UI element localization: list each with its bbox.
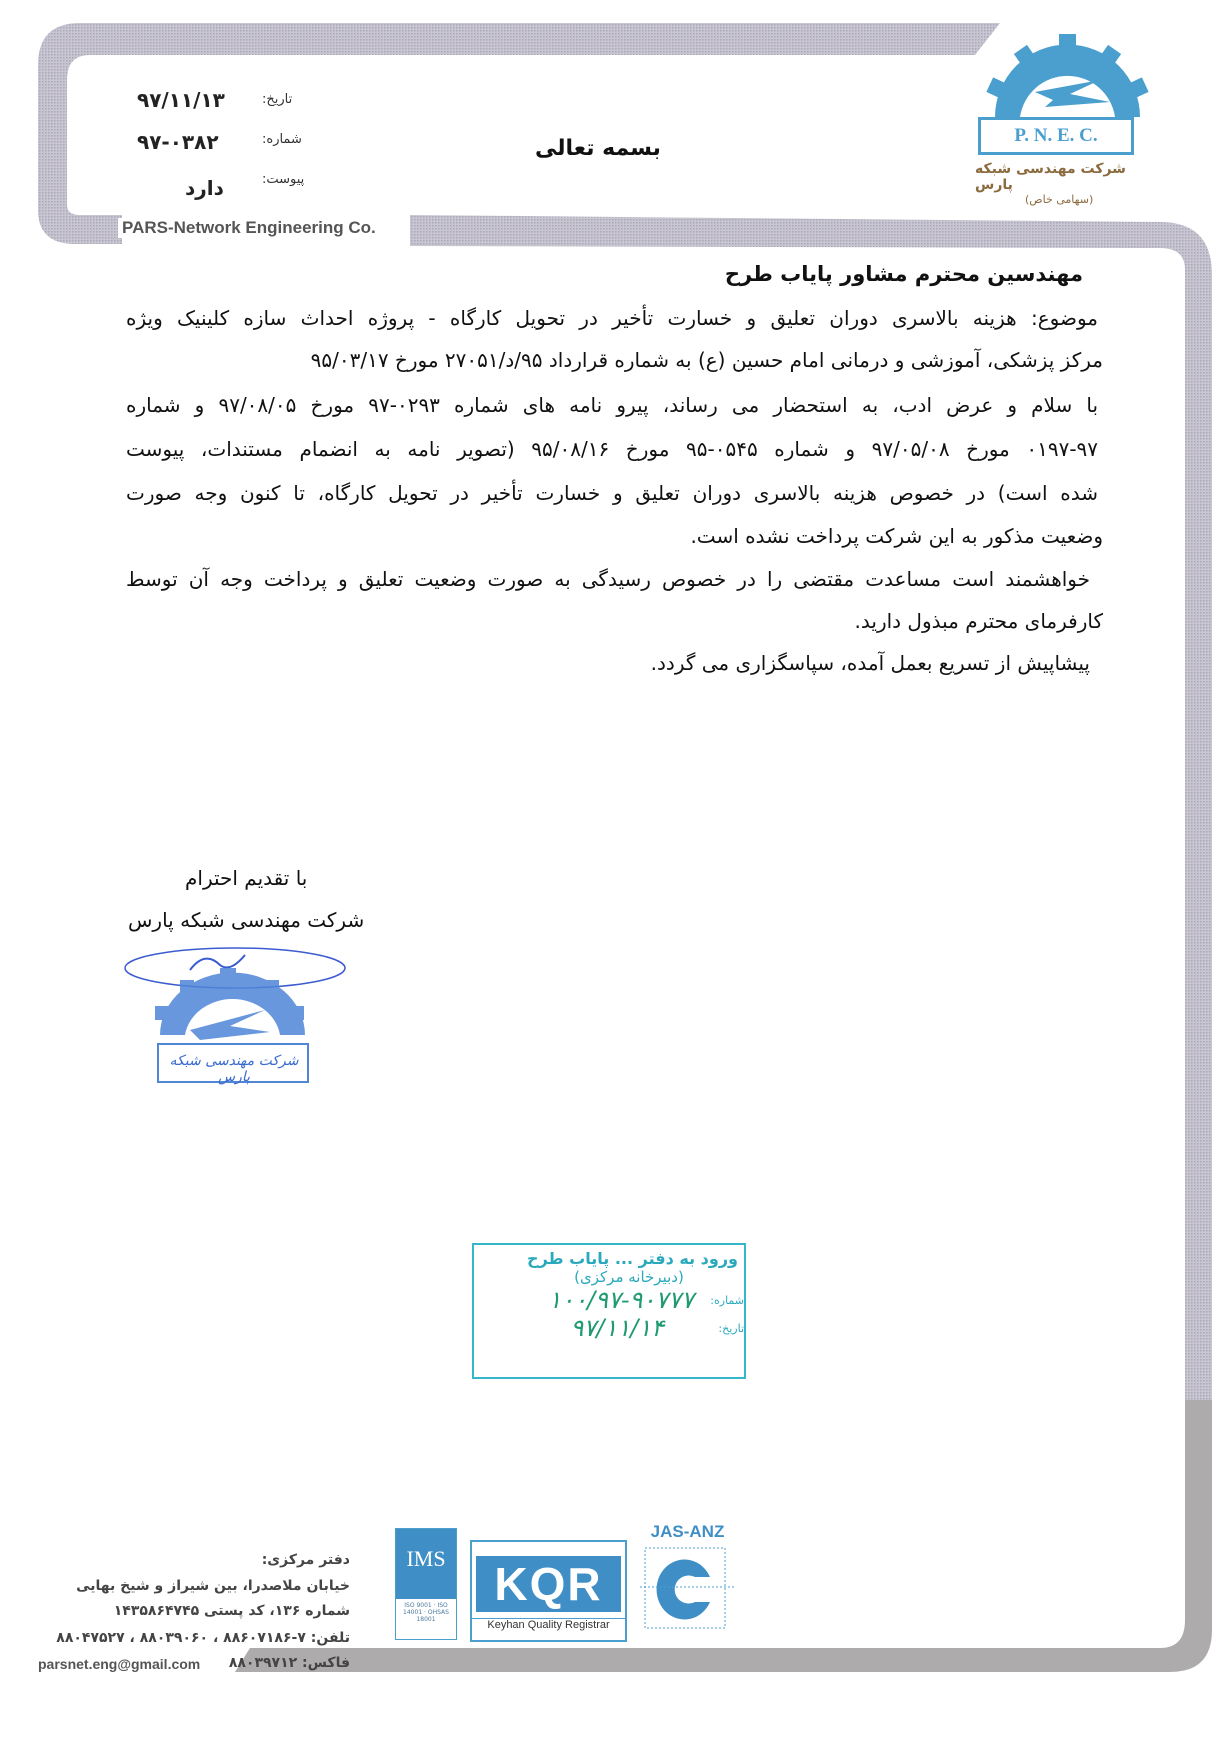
- stamp-subtitle: (دبیرخانه مرکزی): [574, 1268, 684, 1286]
- ims-standards: ISO 9001 · ISO 14001 · OHSAS 18001: [403, 1602, 449, 1623]
- number-value: ۹۷-۰۳۸۲: [137, 130, 219, 154]
- body-line: ۰۱۹۷-۹۷ مورخ ۹۷/۰۵/۰۸ و شماره ۰۵۴۵-۹۵ مورخ ۹۵/۰۸/۱۶ (تصویر نامه به انضمام مستندات، پیوست: [126, 437, 1099, 461]
- kqr-cert-logo: [470, 1540, 627, 1642]
- date-label: تاریخ:: [262, 92, 293, 107]
- gear-lightning-icon: [975, 32, 1160, 117]
- body-line: پیشاپیش از تسریع بعمل آمده، سپاسگزاری می گردد.: [650, 651, 1090, 675]
- company-logo: [975, 32, 1160, 206]
- seal-text: شرکت مهندسی شبکه پارس: [169, 1053, 299, 1085]
- logo-acronym: P. N. E. C.: [978, 117, 1134, 155]
- company-seal: [120, 940, 350, 1090]
- signatory: شرکت مهندسی شبکه پارس: [128, 908, 365, 932]
- closing: با تقدیم احترام: [185, 866, 308, 890]
- kqr-label: KQR: [476, 1556, 621, 1612]
- phone-numbers: تلفن: ۷-۸۸۶۰۷۱۸۶ ، ۸۸۰۳۹۰۶۰ ، ۸۸۰۴۷۵۲۷: [56, 1630, 350, 1646]
- receipt-stamp: [472, 1243, 746, 1379]
- stamp-date-value: ۹۷/۱۱/۱۴: [570, 1314, 664, 1342]
- stamp-title: ورود به دفتر ... پایاب طرح: [527, 1249, 738, 1268]
- body-line: کارفرمای محترم مبذول دارید.: [854, 609, 1103, 633]
- date-value: ۹۷/۱۱/۱۳: [137, 88, 225, 112]
- number-label: شماره:: [262, 132, 302, 147]
- stamp-number-value: ۱۰۰/۹۷-۹۰۷۷۷: [548, 1286, 694, 1314]
- body-line: مرکز پزشکی، آموزشی و درمانی امام حسین (ع) به شماره قرارداد ۹۵/د/۲۷۰۵۱ مورخ ۹۵/۰۳/۱۷: [310, 348, 1103, 372]
- attachment-label: پیوست:: [262, 172, 305, 187]
- jas-anz-label: JAS-ANZ: [650, 1522, 725, 1541]
- ims-cert-logo: [395, 1528, 457, 1640]
- fax-number: فاکس: ۸۸۰۳۹۷۱۲: [228, 1655, 350, 1671]
- logo-company-fa: شرکت مهندسی شبکه پارس: [975, 161, 1126, 193]
- office-label: دفتر مرکزی:: [261, 1552, 350, 1568]
- stamp-date-label: تاریخ:: [718, 1321, 744, 1335]
- address-line: شماره ۱۳۶، کد پستی ۱۴۳۵۸۶۴۷۴۵: [113, 1603, 350, 1619]
- company-name-en: PARS-Network Engineering Co.: [118, 218, 380, 238]
- body-line: خواهشمند است مساعدت مقتضی را در خصوص رسیدگی به صورت وضعیت تعلیق و پرداخت وجه آن توسط: [126, 567, 1090, 591]
- kqr-name: Keyhan Quality Registrar: [472, 1618, 625, 1631]
- invocation: بسمه تعالی: [535, 136, 661, 161]
- body-line: شده است) در خصوص هزینه بالاسری دوران تعلیق و خسارت تأخیر در تحویل کارگاه، تا کنون وجه صورت: [126, 481, 1098, 505]
- stamp-number-label: شماره:: [710, 1293, 744, 1307]
- jas-anz-c-icon: [640, 1542, 735, 1632]
- address-line: خیابان ملاصدرا، بین شیراز و شیخ بهایی: [76, 1578, 350, 1594]
- ims-label: IMS: [396, 1529, 456, 1599]
- email-link[interactable]: parsnet.eng@gmail.com: [38, 1656, 201, 1672]
- subject-line: موضوع: هزینه بالاسری دوران تعلیق و خسارت تأخیر در تحویل کارگاه - پروژه احداث سازه کلینیک ویژه: [126, 306, 1098, 330]
- recipient-heading: مهندسین محترم مشاور پایاب طرح: [724, 262, 1083, 286]
- body-line: با سلام و عرض ادب، به استحضار می رساند، پیرو نامه های شماره ۰۲۹۳-۹۷ مورخ ۹۷/۰۸/۰۵ و شماره: [126, 393, 1099, 417]
- logo-company-type: (سهامی خاص): [1025, 193, 1094, 206]
- attachment-value: دارد: [185, 176, 224, 200]
- jas-anz-cert-logo: [640, 1522, 735, 1640]
- body-line: وضعیت مذکور به این شرکت پرداخت نشده است.: [690, 524, 1103, 548]
